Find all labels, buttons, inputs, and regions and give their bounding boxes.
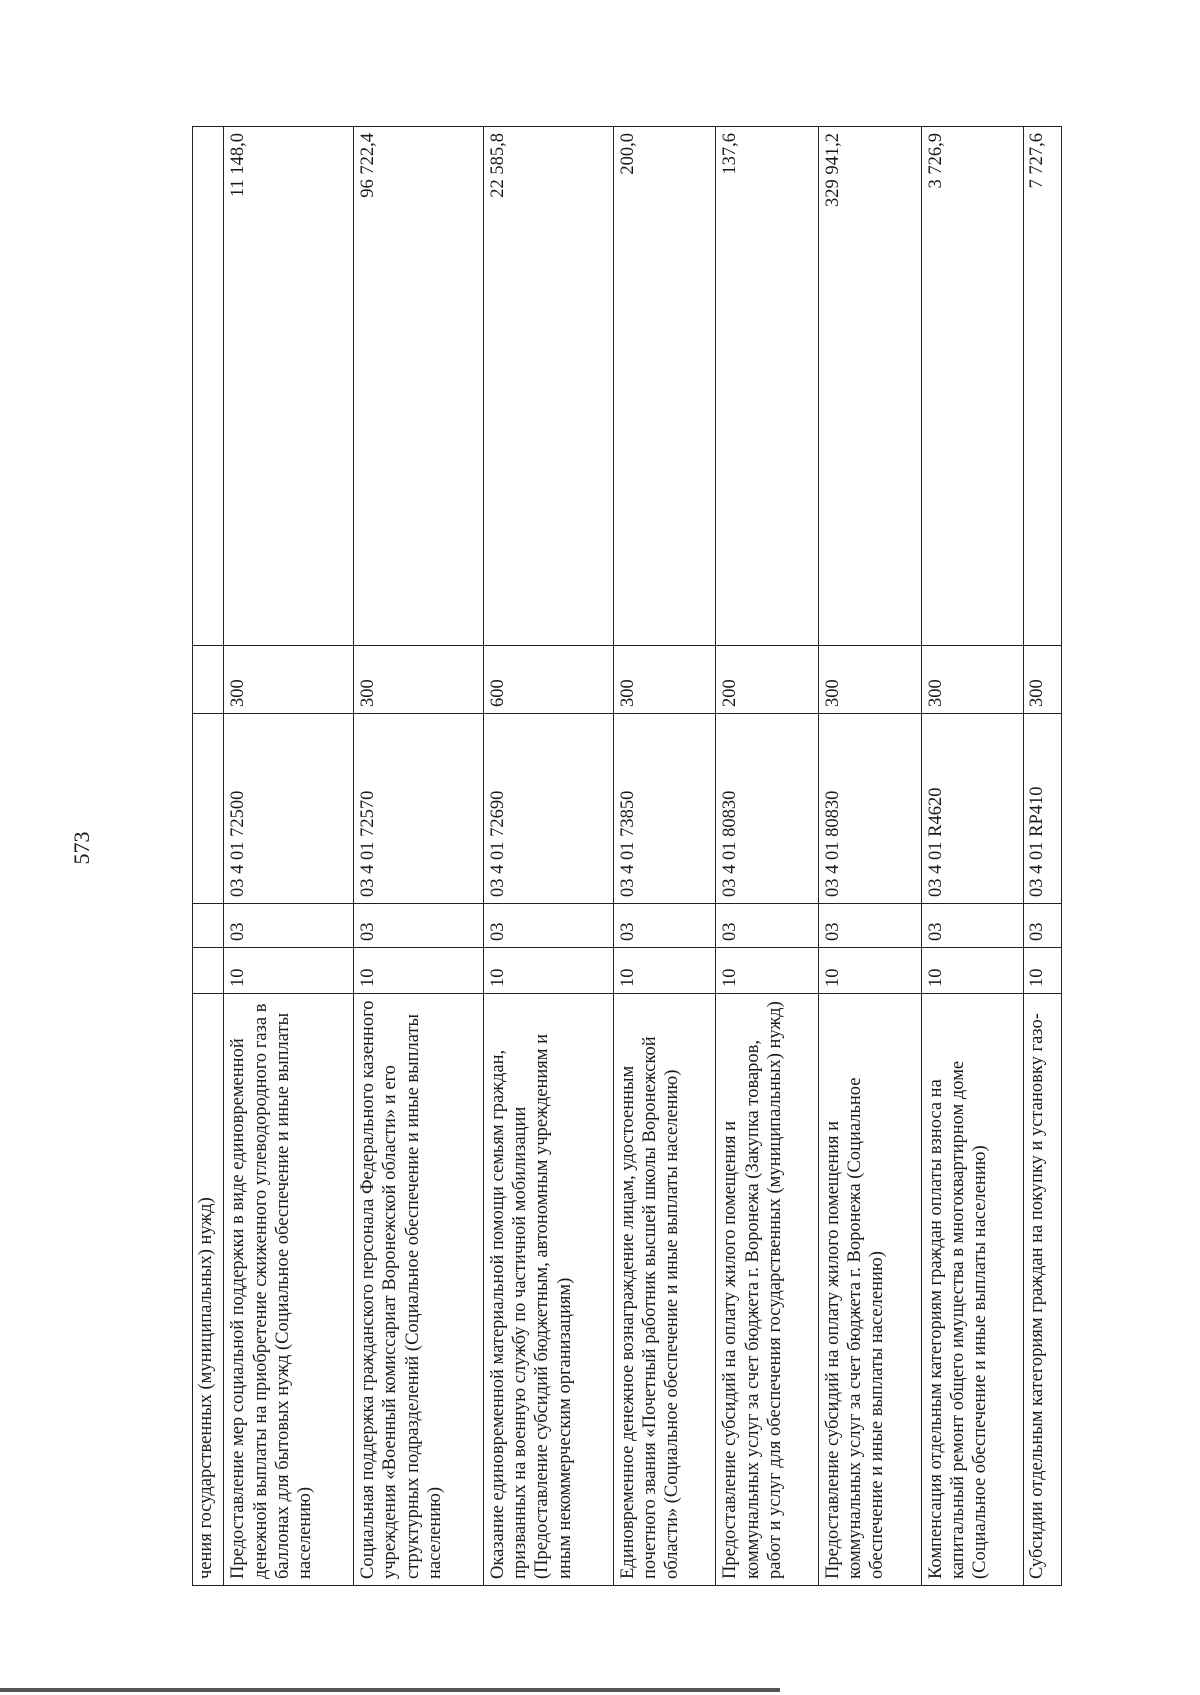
row-expense-type: 300	[224, 646, 354, 714]
row-description: Предоставление мер социальной поддержки в виде единовременной денежной выплаты на приобретение сжиженного углеводородного газа в баллонах для бытовых нужд (Социальное обеспечение и иные выплаты населению)	[224, 994, 354, 1586]
row-amount: 137,6	[716, 127, 819, 646]
table-row	[1024, 127, 1062, 1586]
page-number: 573	[69, 831, 94, 865]
row-amount: 11 148,0	[224, 127, 354, 646]
row-expense-type: 300	[921, 646, 1024, 714]
row-description: чения государственных (муниципальных) нужд)	[193, 994, 224, 1586]
row-subsection	[193, 904, 224, 948]
table-row	[819, 127, 922, 1586]
row-expense-type: 300	[613, 646, 716, 714]
row-amount: 329 941,2	[819, 127, 922, 646]
row-description: Единовременное денежное вознаграждение лицам, удостоенным почетного звания «Почетный работник высшей школы Воронежской области» (Социальное обеспечение и иные выплаты населению)	[613, 994, 716, 1586]
row-subsection: 03	[613, 904, 716, 948]
budget-table	[192, 126, 1062, 1586]
row-section: 10	[1024, 948, 1062, 994]
row-target-article: 03 4 01 73850	[613, 714, 716, 904]
table-row	[193, 127, 224, 1586]
row-expense-type: 300	[354, 646, 484, 714]
row-expense-type: 300	[819, 646, 922, 714]
row-target-article: 03 4 01 R4620	[921, 714, 1024, 904]
row-section: 10	[224, 948, 354, 994]
table-row	[921, 127, 1024, 1586]
table-row	[354, 127, 484, 1586]
row-description: Субсидии отдельным категориям граждан на покупку и установку газо-	[1024, 994, 1062, 1586]
table-row	[716, 127, 819, 1586]
row-section: 10	[921, 948, 1024, 994]
row-expense-type: 300	[1024, 646, 1062, 714]
row-section: 10	[716, 948, 819, 994]
row-subsection: 03	[1024, 904, 1062, 948]
scan-edge-line	[0, 1688, 780, 1692]
row-subsection: 03	[716, 904, 819, 948]
table-row	[224, 127, 354, 1586]
row-description: Оказание единовременной материальной помощи семьям граждан, призванных на военную службу по частичной мобилизации (Предоставление субсидий бюджетным, автономным учреждениям и иным некоммерческим организациям)	[484, 994, 614, 1586]
row-section: 10	[354, 948, 484, 994]
row-amount	[193, 127, 224, 646]
row-amount: 7 727,6	[1024, 127, 1062, 646]
row-target-article	[193, 714, 224, 904]
row-section: 10	[484, 948, 614, 994]
row-amount: 22 585,8	[484, 127, 614, 646]
row-expense-type: 200	[716, 646, 819, 714]
row-target-article: 03 4 01 72570	[354, 714, 484, 904]
row-description: Предоставление субсидий на оплату жилого помещения и коммунальных услуг за счет бюджета г. Воронежа (Закупка товаров, работ и услуг для обеспечения государственных (муниципальных) нужд)	[716, 994, 819, 1586]
row-target-article: 03 4 01 80830	[716, 714, 819, 904]
row-target-article: 03 4 01 80830	[819, 714, 922, 904]
row-section: 10	[819, 948, 922, 994]
table-row	[484, 127, 614, 1586]
row-section	[193, 948, 224, 994]
row-expense-type: 600	[484, 646, 614, 714]
row-subsection: 03	[224, 904, 354, 948]
row-section: 10	[613, 948, 716, 994]
table-row	[613, 127, 716, 1586]
row-amount: 3 726,9	[921, 127, 1024, 646]
row-subsection: 03	[819, 904, 922, 948]
row-target-article: 03 4 01 RP410	[1024, 714, 1062, 904]
row-subsection: 03	[921, 904, 1024, 948]
row-target-article: 03 4 01 72690	[484, 714, 614, 904]
budget-table-rotated	[192, 126, 1062, 1586]
row-description: Предоставление субсидий на оплату жилого помещения и коммунальных услуг за счет бюджета г. Воронежа (Социальное обеспечение и иные выплаты населению)	[819, 994, 922, 1586]
row-subsection: 03	[484, 904, 614, 948]
row-subsection: 03	[354, 904, 484, 948]
row-description: Компенсация отдельным категориям граждан оплаты взноса на капитальный ремонт общего имущества в многоквартирном доме (Социальное обеспечение и иные выплаты населению)	[921, 994, 1024, 1586]
row-target-article: 03 4 01 72500	[224, 714, 354, 904]
row-amount: 96 722,4	[354, 127, 484, 646]
row-description: Социальная поддержка гражданского персонала Федерального казенного учреждения «Военный комиссариат Воронежской области» и его структурных подразделений (Социальное обеспечение и иные выплаты населению)	[354, 994, 484, 1586]
row-amount: 200,0	[613, 127, 716, 646]
row-expense-type	[193, 646, 224, 714]
